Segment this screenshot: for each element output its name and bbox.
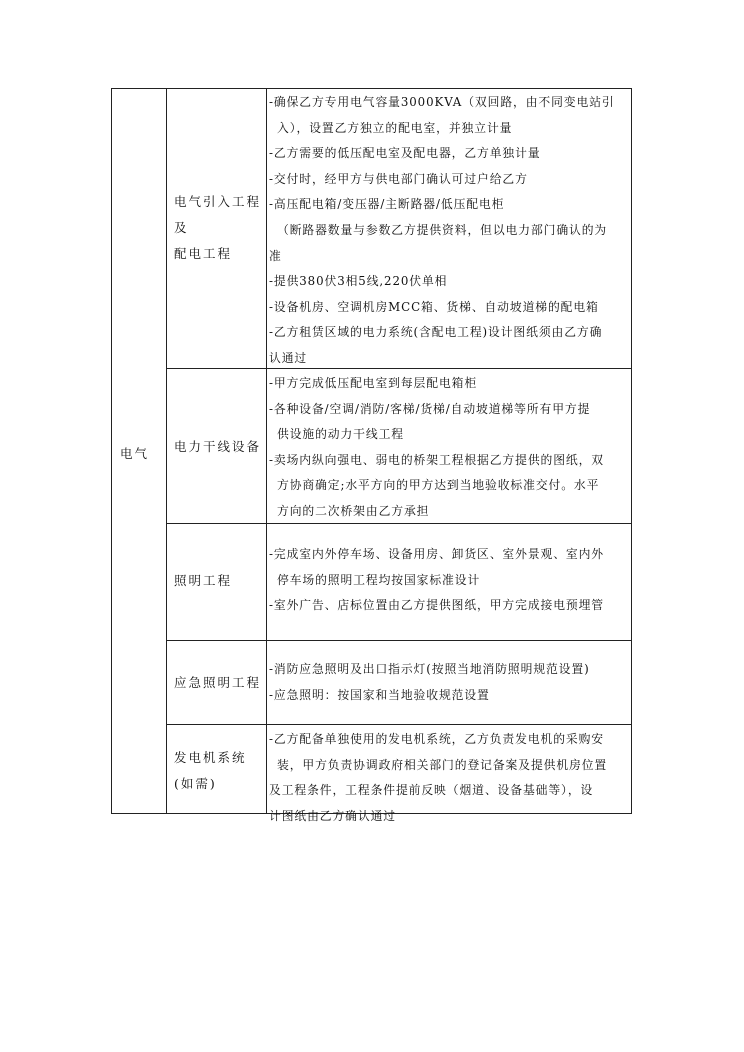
- row-content-power-trunk: -甲方完成低压配电室到每层配电箱柜 -各种设备/空调/消防/客梯/货梯/自动坡道梯等所有甲方提 供设施的动力干线工程 -卖场内纵向强电、弱电的桥架工程根据乙方提供的图纸，双 方协商确定;水平方向的甲方达到当地验收标准交付。水平 方向的二次桥架由乙方承担: [269, 376, 605, 518]
- category-label: 电气: [120, 446, 150, 461]
- row-content-generator: -乙方配备单独使用的发电机系统，乙方负责发电机的采购安 装，甲方负责协调政府相关部门的登记备案及提供机房位置 及工程条件，工程条件提前反映（烟道、设备基础等），设 计图纸由乙方确认通过: [269, 732, 608, 823]
- row-title-power-trunk: 电力干线设备: [174, 439, 262, 454]
- row-content-emergency-lighting: -消防应急照明及出口指示灯(按照当地消防照明规范设置) -应急照明：按国家和当地验收规范设置: [269, 662, 590, 702]
- row-content-lighting: -完成室内外停车场、设备用房、卸货区、室外景观、室内外 停车场的照明工程均按国家标准设计 -室外广告、店标位置由乙方提供图纸，甲方完成接电预埋管: [269, 547, 605, 613]
- row-title-lighting: 照明工程: [174, 573, 233, 588]
- row-content-electrical-intake: -确保乙方专用电气容量3000KVA（双回路，由不同变电站引 入），设置乙方独立的配电室，并独立计量 -乙方需要的低压配电室及配电器，乙方单独计量 -交付时，经甲方与供电部门确认可过户给乙方 -高压配电箱/变压器/主断路器/低压配电柜 （断路器数量与参数乙方提供资料，但以电力部门确认的为 准 -提供380伏3相5线,220伏单相 -设备机房、空调机房MCC箱、货梯、自动坡道梯的配电箱 -乙方租赁区域的电力系统(含配电工程)设计图纸须由乙方确 认通过: [269, 95, 615, 365]
- row-title-electrical-intake: 电气引入工程 及 配电工程: [174, 194, 262, 261]
- row-title-generator: 发电机系统 (如需): [174, 750, 247, 791]
- column-divider: [266, 89, 267, 813]
- row-divider: [166, 724, 631, 725]
- spec-table: [111, 88, 632, 823]
- row-divider: [166, 640, 631, 641]
- row-title-emergency-lighting: 应急照明工程: [174, 675, 262, 690]
- column-divider: [166, 89, 167, 813]
